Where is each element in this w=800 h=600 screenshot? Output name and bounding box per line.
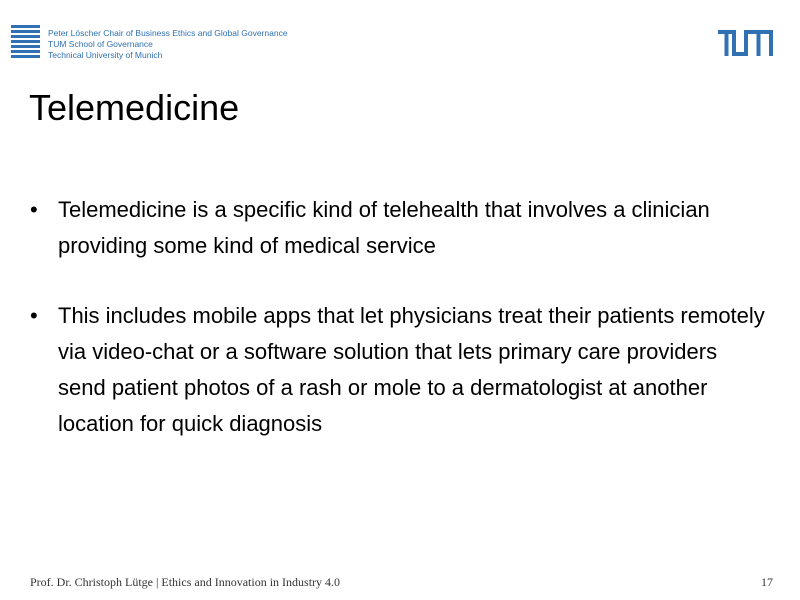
header-line-school: TUM School of Governance — [48, 39, 153, 49]
bullet-marker: • — [30, 303, 38, 328]
header-line-chair: Peter Löscher Chair of Business Ethics and Global Governance — [48, 28, 288, 38]
bullet-list — [30, 192, 770, 476]
slide-title: Telemedicine — [29, 87, 240, 128]
bullet-text: Telemedicine is a specific kind of telehealth that involves a clinician providing some kind of medical service — [58, 197, 710, 258]
page-number: 17 — [761, 575, 773, 589]
chair-logo-icon — [11, 25, 40, 59]
bullet-marker: • — [30, 197, 38, 222]
header-line-university: Technical University of Munich — [48, 50, 163, 60]
footer-text: Prof. Dr. Christoph Lütge | Ethics and Innovation in Industry 4.0 — [30, 575, 341, 589]
bullet-item — [30, 192, 770, 264]
bullet-text: This includes mobile apps that let physicians treat their patients remotely via video-chat or a software solution that lets primary care providers send patient photos of a rash or mole to a dermatologist at another location for quick diagnosis — [58, 303, 765, 436]
tum-logo-icon — [718, 30, 773, 56]
header-affiliation — [48, 28, 288, 61]
bullet-item — [30, 298, 770, 442]
